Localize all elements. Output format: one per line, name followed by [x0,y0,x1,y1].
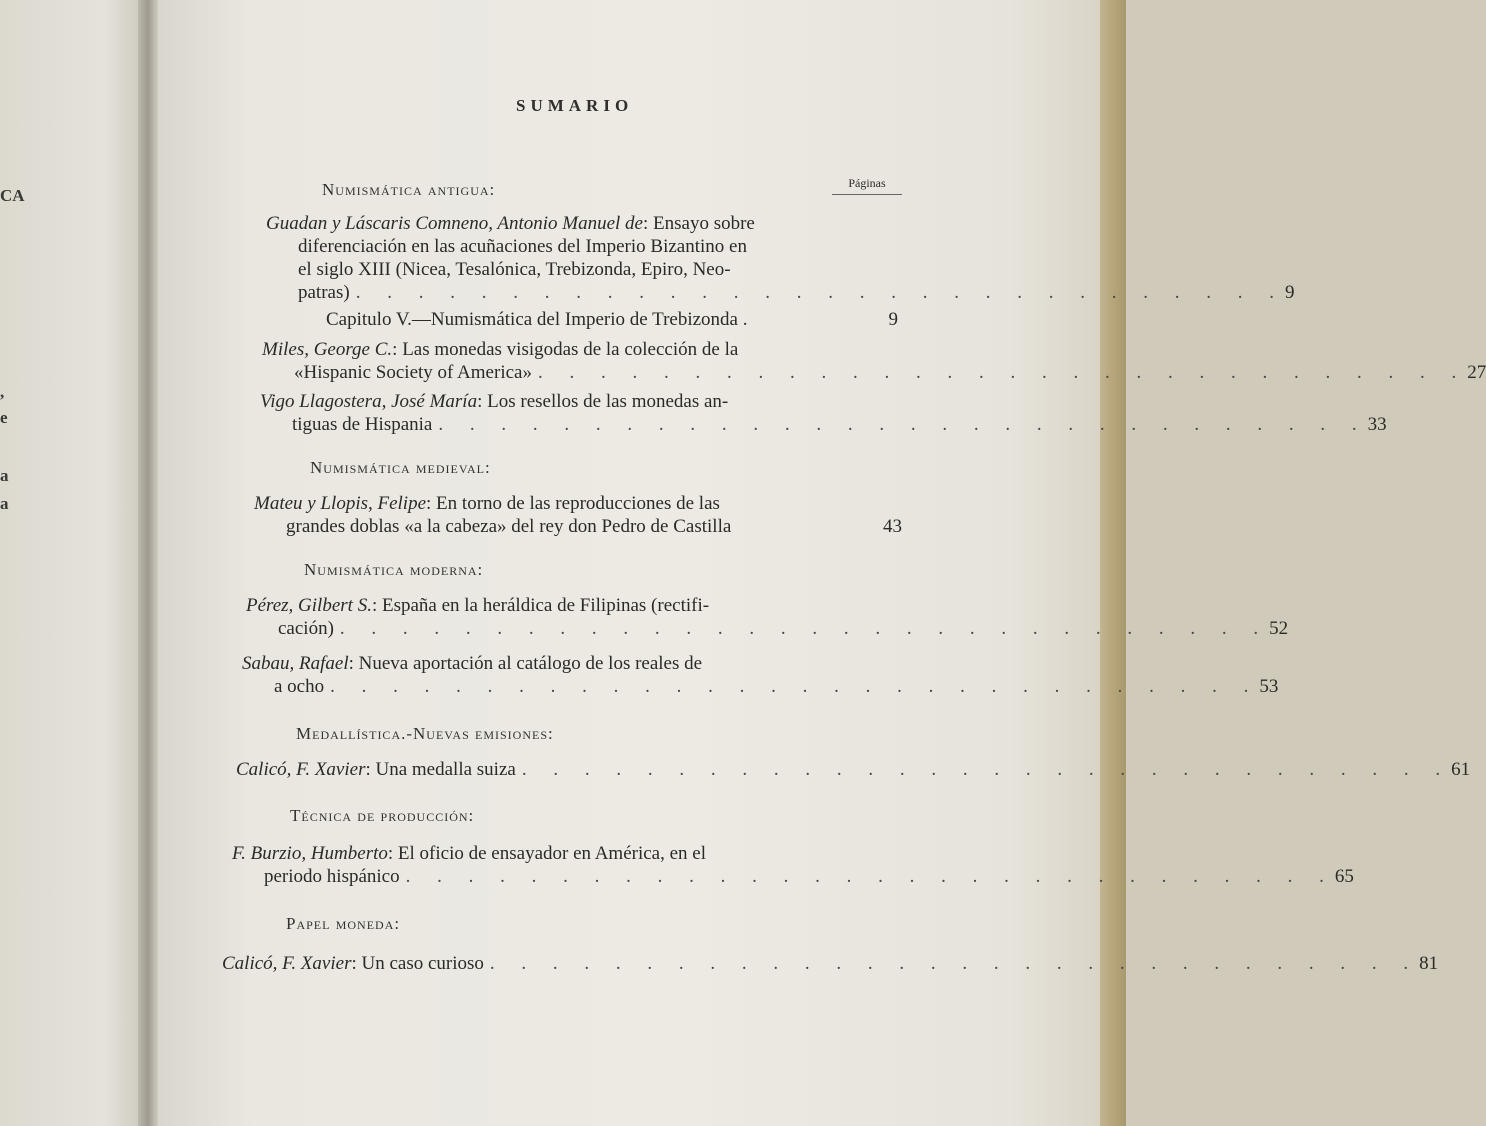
section-heading: Papel moneda: [286,914,401,933]
left-page-fragment: a [0,494,9,513]
entry-page-number: 52 [1269,618,1289,639]
entry-text: : El oficio de ensayador en América, en el [387,843,707,864]
entry-text: : Un caso curioso [351,953,484,974]
section-heading: Numismática antigua: [322,180,496,199]
toc-entry [326,308,898,331]
page-title: SUMARIO [516,96,634,115]
entry-text: el siglo XIII (Nicea, Tesalónica, Trebizonda, Epiro, Neo- [298,259,731,280]
left-page [0,0,150,1126]
toc-entry: Guadan y Láscaris Comneno, Antonio Manuel de: Ensayo sobre diferenciación en las acuñaciones del Imperio Bizantino en el siglo XIII (Nicea, Tesalónica, Trebizonda, Epiro, Neo- patras) . . . . . . . . . . . . . . . . . . . . . . . . . . . . . . 9 [266,213,1295,303]
left-page-fragment: a [0,466,9,485]
section-heading: Técnica de producción: [290,806,475,825]
entry-text: «Hispanic Society of America» [294,362,532,383]
entry-text: tiguas de Hispania [292,414,433,435]
left-page-fragment: , [0,382,5,401]
toc-entry [254,492,902,538]
toc-entry: Calicó, F. Xavier : Un caso curioso . . . . . . . . . . . . . . . . . . . . . . . . . . . . . . 81 [222,953,1439,974]
entry-text: : España en la heráldica de Filipinas (rectifi- [371,595,710,616]
entry-page-number: 43 [883,516,902,537]
toc-entry: Vigo Llagostera, José María: Los resellos de las monedas an- tiguas de Hispania . . . . . . . . . . . . . . . . . . . . . . . . . . . . . . 33 [260,391,1387,435]
entry-text: : Las monedas visigodas de la colección de la [392,339,739,360]
entry-text: : Los resellos de las monedas an- [477,391,729,412]
toc-entry: Pérez, Gilbert S.: España en la heráldica de Filipinas (rectifi- cación) . . . . . . . . . . . . . . . . . . . . . . . . . . . . . . 52 [246,595,1289,639]
entry-page-number: 53 [1259,676,1279,697]
entry-text: : En torno de las reproducciones de las [426,493,720,514]
section-heading: Numismática moderna: [304,560,484,579]
entry-page-number: 65 [1334,866,1354,887]
entry-text: : Ensayo sobre [643,213,755,234]
paginas-label: Páginas [832,176,902,195]
entry-author: Mateu y Llopis, Felipe [254,493,427,514]
entry-text: patras) [298,282,350,303]
book-gutter [138,0,160,1126]
left-page-fragment: CA [0,186,25,205]
toc-entry: Sabau, Rafael: Nueva aportación al catálogo de los reales de a ocho . . . . . . . . . . . . . . . . . . . . . . . . . . . . . . 53 [242,653,1279,697]
entry-page-number: 33 [1367,414,1387,435]
toc-entry: Miles, George C.: Las monedas visigodas de la colección de la «Hispanic Society of America» . . . . . . . . . . . . . . . . . . . . . . . . . . . . . . 27 [262,339,1486,383]
entry-author: Miles, George C. [262,339,393,360]
entry-text: grandes doblas «a la cabeza» del rey don Pedro de Castilla [286,516,732,537]
entry-text: a ocho [274,676,325,697]
entry-page-number: 9 [1284,282,1295,303]
toc-entry: F. Burzio, Humberto: El oficio de ensayador en América, en el periodo hispánico . . . . . . . . . . . . . . . . . . . . . . . . . . . . . . 65 [232,843,1354,887]
entry-text: diferenciación en las acuñaciones del Imperio Bizantino en [298,236,747,257]
entry-author: Guadan y Láscaris Comneno, Antonio Manuel de [266,213,643,234]
entry-page-number: 61 [1451,759,1471,780]
section-heading: Medallística.-Nuevas emisiones: [296,724,554,743]
entry-author: Calicó, F. Xavier [236,759,366,780]
entry-page-number: 81 [1419,953,1439,974]
entry-text: cación) [278,618,334,639]
entry-text: Capitulo V.—Numismática del Imperio de Trebizonda . [326,309,748,330]
left-page-fragment: e [0,408,8,427]
entry-author: Pérez, Gilbert S. [246,595,372,616]
entry-page-number: 9 [888,309,898,330]
entry-author: F. Burzio, Humberto [232,843,388,864]
entry-author: Sabau, Rafael [242,653,349,674]
section-heading: Numismática medieval: [310,458,491,477]
entry-page-number: 27 [1467,362,1486,383]
entry-author: Vigo Llagostera, José María [260,391,478,412]
toc-entry: Calicó, F. Xavier : Una medalla suiza . . . . . . . . . . . . . . . . . . . . . . . . . . . . . . 61 [236,759,1471,780]
entry-author: Calicó, F. Xavier [222,953,352,974]
entry-text: : Nueva aportación al catálogo de los reales de [348,653,703,674]
entry-text: periodo hispánico [264,866,400,887]
entry-text: : Una medalla suiza [365,759,516,780]
